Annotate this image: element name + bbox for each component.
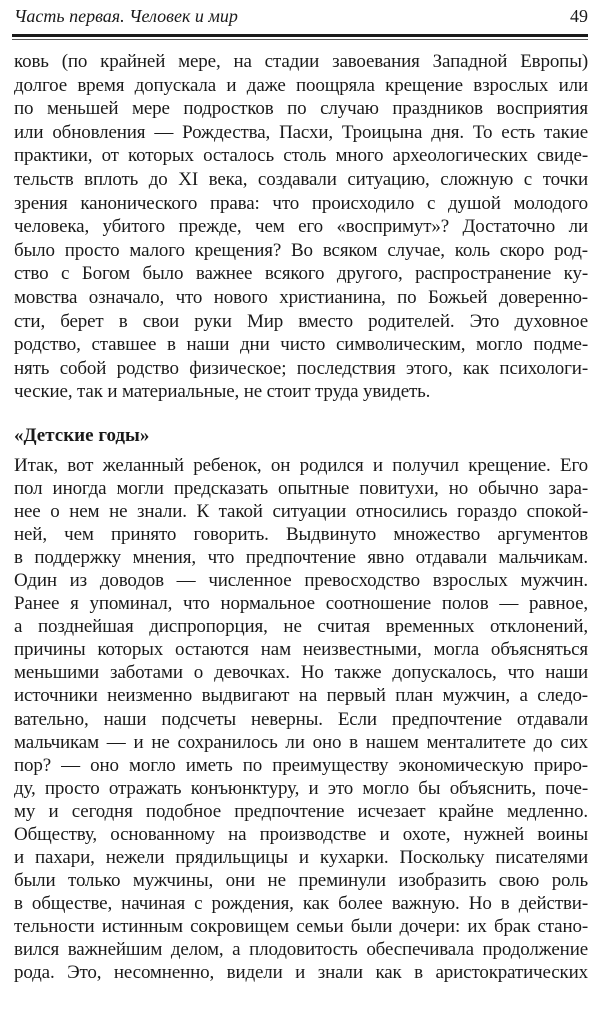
text-line: мальчикам — и не сохранилось ли оно в нашем менталитете до сих: [14, 731, 588, 753]
text-line: тельности истинным сокровищем семьи были дочери: их брак стано-: [14, 915, 588, 937]
header-rule-thin: [12, 39, 588, 40]
text-line: Итак, вот желанный ребенок, он родился и получил крещение. Его: [14, 455, 588, 476]
text-line: Ранее я упоминал, что нормальное соотношение полов — равное,: [14, 593, 588, 615]
text-line: родство, ставшее в наши дни чисто символическим, могло подме-: [14, 334, 588, 356]
section-heading: «Детские годы»: [14, 425, 150, 446]
text-line: ней, чем принято говорить. Выдвинуто множество аргументов: [14, 524, 588, 546]
text-line: зрения канонического права: что происходило с душой молодого: [14, 192, 588, 214]
text-line: Обществу, основанному на производстве и охоте, нужней воины: [14, 823, 588, 845]
text-line: ду, просто отражать конъюнктуру, и это могло бы объяснить, поче-: [14, 777, 588, 799]
text-line: практики, от которых осталось столь много археологических свиде-: [14, 145, 588, 167]
text-line: тельств вплоть до XI века, создавали ситуацию, сложную с точки: [14, 168, 588, 190]
text-line: или обновления — Рождества, Пасхи, Троицына дня. То есть такие: [14, 121, 588, 143]
text-line: были только мужчины, они не преминули изобразить свою роль: [14, 869, 588, 891]
text-line: пол иногда могли предсказать опытные повитухи, но обычно зара-: [14, 478, 588, 500]
text-line: вился важнейшим делом, а плодовитость обеспечивала продолжение: [14, 938, 588, 960]
text-line: ство с Богом было важнее всякого другого, распространение ку-: [14, 263, 588, 285]
text-line: нять собой родство физическое; последствия этого, как психологи-: [14, 357, 588, 379]
text-line: причины которых остаются нам неизвестными, могла объясняться: [14, 639, 588, 661]
text-line: ческие, так и материальные, не стоит труда увидеть.: [14, 381, 431, 403]
text-line: вательно, наши подсчеты неверны. Если предпочтение отдавали: [14, 708, 588, 730]
paragraph-2: [14, 454, 588, 984]
text-line: и пахари, нежели прядильщицы и кухарки. Поскольку писателями: [14, 846, 588, 868]
page-number: 49: [570, 6, 588, 26]
paragraph-1: [14, 50, 588, 404]
text-line: было просто малого крещения? Во всяком случае, коль скоро род-: [14, 239, 588, 261]
text-line: Один из доводов — численное превосходство взрослых мужчин.: [14, 570, 588, 592]
header-rule-thick: [12, 34, 588, 37]
text-line: а позднейшая диспропорция, не считая временных отклонений,: [14, 616, 588, 638]
text-line: рода. Это, несомненно, видели и знали как в аристократических: [14, 962, 588, 984]
text-line: меньшими заботами о девочках. Но также допускалось, что наши: [14, 662, 588, 684]
text-line: источники неизменно выдвигают на первый план мужчин, а следо-: [14, 685, 588, 707]
text-line: пор? — оно могло иметь по преимуществу экономическую приро-: [14, 754, 588, 776]
text-line: по меньшей мере подростков по случаю праздников восприятия: [14, 98, 588, 120]
text-line: ковь (по крайней мере, на стадии завоевания Западной Европы): [14, 51, 588, 72]
text-line: в обществе, начиная с рождения, как более важную. Но в действи-: [14, 892, 588, 914]
text-line: сти, берет в свои руки Мир вместо родителей. Это духовное: [14, 310, 588, 332]
running-header-title: Часть первая. Человек и мир: [14, 6, 238, 26]
text-line: человека, убитого прежде, чем его «воспримут»? Достаточно ли: [14, 216, 588, 238]
text-line: нее о нем не знали. К такой ситуации относились гораздо спокой-: [14, 501, 588, 523]
text-line: долгое время допускала и даже поощряла крещение взрослых или: [14, 74, 588, 96]
text-line: му и сегодня подобное предпочтение исчезает крайне медленно.: [14, 800, 588, 822]
text-line: мовства означало, что нового христианина, по Божьей доверенно-: [14, 286, 588, 308]
text-line: в поддержку мнения, что предпочтение явно отдавали мальчикам.: [14, 547, 588, 569]
